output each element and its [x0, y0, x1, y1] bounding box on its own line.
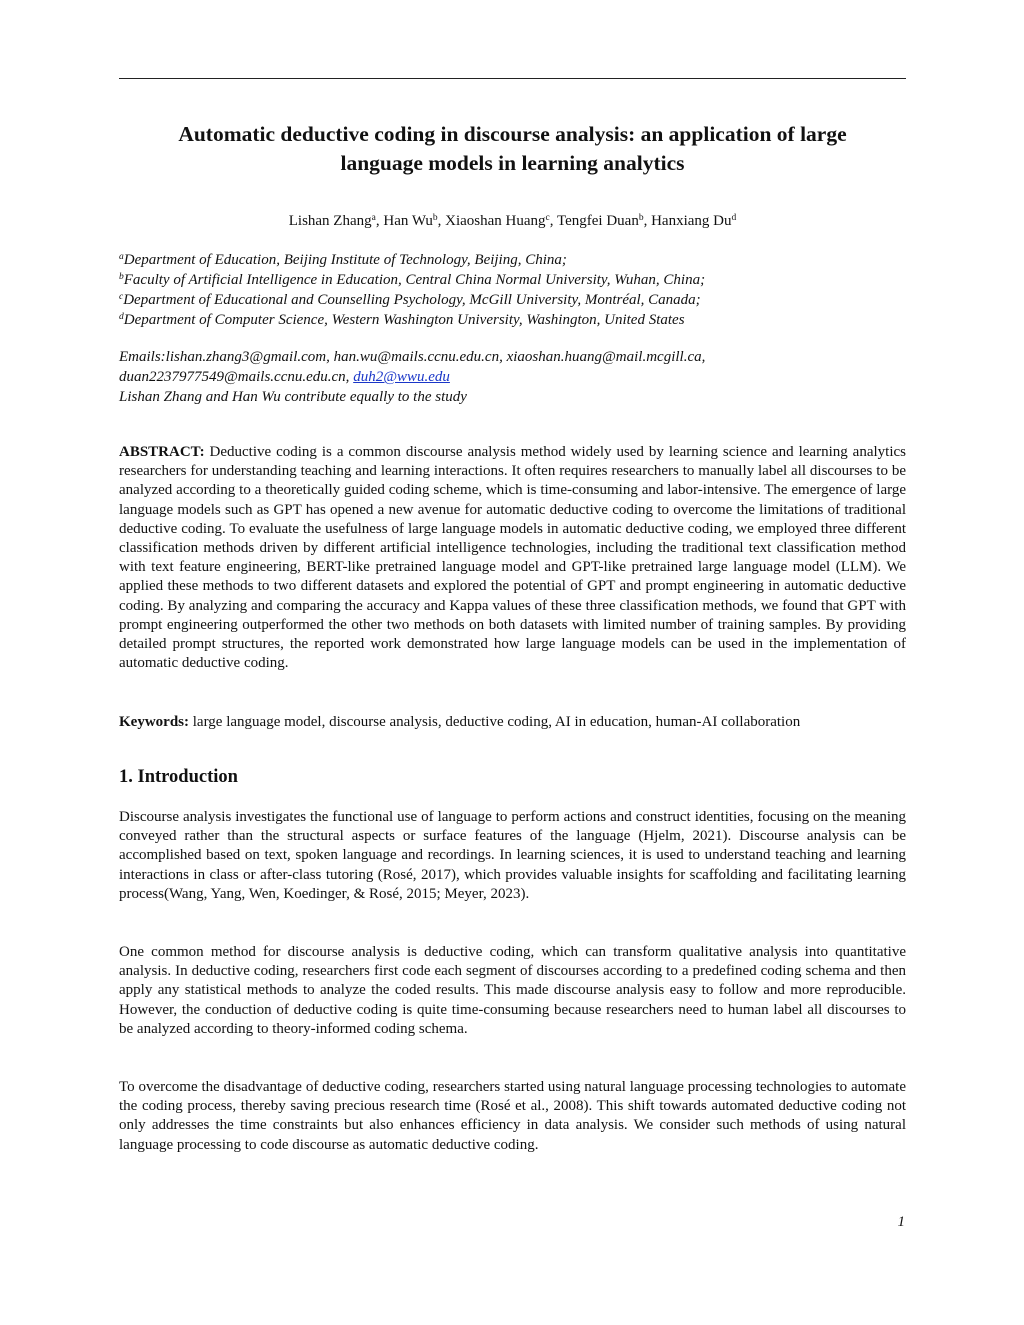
intro-paragraph-1: Discourse analysis investigates the functional use of language to perform actions and construct identities, focusing on the meaning conveyed rather than the structural aspects or surface features of the language (Hjelm, 2021). Discourse analysis can be accomplished based on text, spoken language and recordings. In learning sciences, it is used to understand teaching and learning interactions in class or after-class tutoring (Rosé, 2017), which provides valuable insights for scaffolding and facilitating learning process(Wang, Yang, Wen, Koedinger, & Rosé, 2015; Meyer, 2023).: [119, 809, 906, 902]
emails-line1: Emails:lishan.zhang3@gmail.com, han.wu@mails.ccnu.edu.cn, xiaoshan.huang@mail.mcgill.ca,: [119, 349, 706, 365]
keywords: [119, 712, 906, 732]
abstract-label: ABSTRACT:: [119, 444, 205, 460]
header-rule: [119, 78, 906, 79]
affiliation-a: $^a$Department of Education, Beijing Institute of Technology, Beijing, China;: [119, 252, 567, 268]
author: Lishan Zhang$^a$,: [288, 213, 384, 229]
email-link-duh2[interactable]: duh2@wwu.edu: [353, 369, 450, 385]
emails-line2: duan2237977549@mails.ccnu.edu.cn, duh2@wwu.edu: [119, 369, 450, 385]
paper-title-line2: language models in learning analytics: [340, 151, 685, 175]
author: Tengfei Duan$^b$,: [557, 213, 652, 229]
affiliation-b: $^b$Faculty of Artificial Intelligence in Education, Central China Normal University, Wuhan, China;: [119, 272, 706, 288]
affiliation-c: $^c$Department of Educational and Counselling Psychology, McGill University, Montréal, Canada;: [119, 292, 701, 308]
affiliation-d: $^d$Department of Computer Science, Western Washington University, Washington, United States: [119, 312, 685, 328]
paper-title: [119, 120, 906, 178]
section-heading-introduction: 1. Introduction: [119, 767, 238, 787]
keywords-label: Keywords:: [119, 714, 189, 730]
affiliations: [119, 250, 906, 330]
equal-contribution-note: Lishan Zhang and Han Wu contribute equally to the study: [119, 389, 467, 405]
keywords-text: large language model, discourse analysis, deductive coding, AI in education, human-AI collaboration: [189, 714, 801, 730]
paper-title-line1: Automatic deductive coding in discourse analysis: an application of large: [178, 122, 847, 146]
abstract: [119, 443, 906, 673]
abstract-text: Deductive coding is a common discourse analysis method widely used by learning science and learning analytics researchers for understanding teaching and learning interactions. It often requires researchers to manually label all discourses to be analyzed according to a theoretically guided coding scheme, which is time-consuming and labor-intensive. The emergence of large language models such as GPT has opened a new avenue for automatic deductive coding to overcome the limitations of traditional deductive coding. To evaluate the usefulness of large language models in automatic deductive coding, we employed three different classification methods driven by different artificial intelligence technologies, including the traditional text classification method with text feature engineering, BERT-like pretrained language model and GPT-like pretrained large language model (LLM). We applied these methods to two different datasets and explored the potential of GPT and prompt engineering in automatic deductive coding. By analyzing and comparing the accuracy and Kappa values of these three classification methods, we found that GPT with prompt engineering outperformed the other two methods on both datasets with limited number of training samples. By providing detailed prompt structures, the reported work demonstrated how large language models can be used in the implementation of automatic deductive coding.: [119, 444, 906, 672]
contact-emails: [119, 347, 906, 407]
author: Xiaoshan Huang$^c$,: [445, 213, 557, 229]
author-list: [119, 211, 906, 231]
intro-paragraph-3: To overcome the disadvantage of deductive coding, researchers started using natural language processing technologies to automate the coding process, thereby saving precious research time (Rosé et al., 2008). This shift towards automated deductive coding not only addresses the time constraints but also enhances efficiency in data analysis. We consider such methods of using natural language processing to code discourse as automatic deductive coding.: [119, 1079, 906, 1153]
page-number: 1: [897, 1214, 905, 1230]
intro-paragraph-2: One common method for discourse analysis is deductive coding, which can transform qualitative analysis into quantitative analysis. In deductive coding, researchers first code each segment of discourses according to a predefined coding schema and then apply any statistical methods to analyze the coded results. This made discourse analysis easy to follow and more reproducible. However, the conduction of deductive coding is quite time-consuming because researchers need to human label all discourses to be analyzed according to theory-informed coding schema.: [119, 944, 906, 1037]
author: Han Wu$^b$,: [383, 213, 446, 229]
author: Hanxiang Du$^d$: [651, 213, 737, 229]
